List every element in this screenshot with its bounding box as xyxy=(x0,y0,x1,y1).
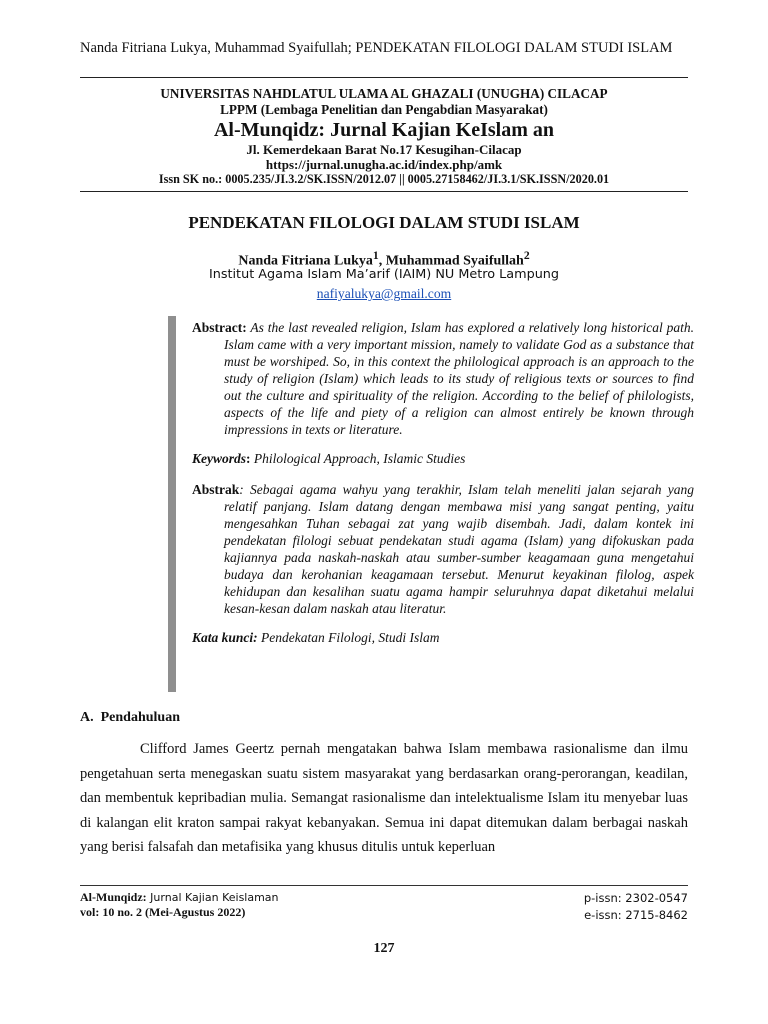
kata-kunci-text: Pendekatan Filologi, Studi Islam xyxy=(261,630,440,645)
keywords xyxy=(192,450,694,467)
footer-p-issn: p-issn: 2302-0547 xyxy=(583,891,688,905)
footer-journal-info xyxy=(80,890,279,920)
section-heading: A. Pendahuluan xyxy=(80,710,180,725)
author-email xyxy=(80,286,688,302)
affiliation: Institut Agama Islam Ma’arif (IAIM) NU Metro Lampung xyxy=(208,267,560,282)
footer-rule xyxy=(80,885,688,886)
kata-kunci-label: Kata kunci: xyxy=(192,630,258,645)
running-head-text: Nanda Fitriana Lukya, Muhammad Syaifullah; PENDEKATAN FILOLOGI DALAM STUDI ISLAM xyxy=(80,40,673,56)
footer-journal-name: Al-Munqidz: xyxy=(80,890,147,904)
journal-title: Al-Munqidz: Jurnal Kajian KeIslam an xyxy=(213,119,555,141)
institution-name: UNIVERSITAS NAHDLATUL ULAMA AL GHAZALI (UNUGHA) CILACAP xyxy=(160,86,608,101)
author-separator: , xyxy=(378,253,386,269)
abstract-box xyxy=(168,316,704,692)
author-1-mark: 1 xyxy=(372,249,379,262)
keywords-text: Philological Approach, Islamic Studies xyxy=(253,451,466,466)
keywords-colon: : xyxy=(246,451,251,466)
journal-url[interactable]: https://jurnal.unugha.ac.id/index.php/amk xyxy=(265,157,503,172)
keywords-label: Keywords xyxy=(192,451,246,466)
article-title: PENDEKATAN FILOLOGI DALAM STUDI ISLAM xyxy=(188,213,580,232)
kata-kunci xyxy=(192,629,694,646)
body-text xyxy=(80,737,688,860)
abstract-content xyxy=(192,319,694,646)
running-head xyxy=(80,40,688,57)
journal-issn: Issn SK no.: 0005.235/JI.3.2/SK.ISSN/2012.07 || 0005.27158462/JI.3.1/SK.ISSN/2020.01 xyxy=(158,172,610,186)
abstract-id-label: Abstrak xyxy=(192,482,240,497)
abstract-id-text: : Sebagai agama wahyu yang terakhir, Islam telah meneliti jalan sejarah yang relatif panjang. Islam datang dengan membawa misi yang sangat penting, yaitu mengesahkan Tuhan sebagai zat yang wajib disembah. Jadi, dalam kontek ini pendekatan filologi sebuat pendekatan studi agama (Islam) yang difokuskan pada kajiannya pada naskah-naskah atau sumber-sumber keagamaan guna mengetahui budaya dan kerohanian keagamaan tersebut. Menurut keyakinan filolog, aspek kehidupan dan kesalihan suatu agama hampir seluruhnya dapat diketahui melalui kesan-kesan dalam naskah atau literatur. xyxy=(224,482,694,616)
abstract-en-label: Abstract: xyxy=(192,320,247,335)
abstract-en xyxy=(192,319,694,438)
author-2: Muhammad Syaifullah xyxy=(385,253,524,269)
journal-address: Jl. Kemerdekaan Barat No.17 Kesugihan-Cilacap xyxy=(246,142,522,157)
journal-masthead xyxy=(80,86,688,192)
email-link[interactable]: nafiyalukya@gmail.com xyxy=(316,286,452,301)
footer-volume: vol: 10 no. 2 (Mei-Agustus 2022) xyxy=(80,905,246,919)
masthead-rule xyxy=(80,191,688,192)
footer-issn xyxy=(584,890,688,924)
author-2-mark: 2 xyxy=(523,249,530,262)
abstract-id xyxy=(192,481,694,617)
body-paragraph: Clifford James Geertz pernah mengatakan bahwa Islam membawa rasionalisme dan ilmu pengetahuan serta menegaskan suatu sistem masyarakat yang berdasarkan orang-perorangan, keadilan, dan membentuk kepribadian mulia. Semangat rasionalisme dan intelektualisme Islam itu menyebar luas di kalangan elit kraton sampai rakyat kebanyakan. Semua ini dapat ditemukan dalam berbagai naskah yang berisi falsafah dan metafisika yang khusus ditulis untuk keperluan xyxy=(80,741,688,856)
footer-e-issn: e-issn: 2715-8462 xyxy=(584,908,688,922)
page-number: 127 xyxy=(373,941,395,956)
header-rule xyxy=(80,77,688,78)
lppm-name: LPPM (Lembaga Penelitian dan Pengabdian Masyarakat) xyxy=(220,102,548,117)
footer-journal-subtitle: Jurnal Kajian Keislaman xyxy=(146,891,279,904)
author-1: Nanda Fitriana Lukya xyxy=(238,253,373,269)
abstract-en-text: As the last revealed religion, Islam has explored a relatively long historical path. Islam came with a very important mission, namely to validate God as a substance that must be worshiped. So, in this context the philological approach is an approach to the study of religion (Islam) which leads to its study of religious texts or sources to find out the culture and spirituality of the religion. According to the belief of philologists, aspects of the life and piety of a religion can almost entirely be known through impressions in texts or literature. xyxy=(224,320,694,437)
